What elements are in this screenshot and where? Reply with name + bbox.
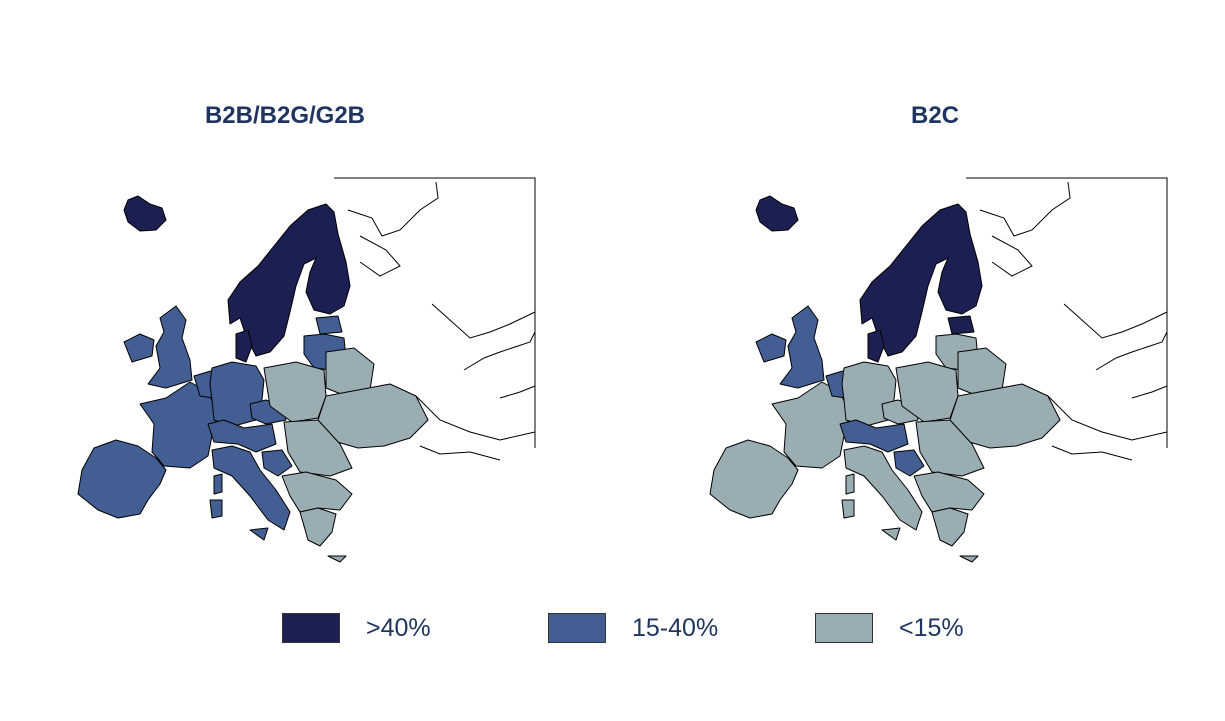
region-estonia [316, 316, 342, 334]
coastline-outline [1052, 446, 1132, 460]
coastline-outline [432, 304, 535, 338]
coastline-outline [980, 182, 1070, 236]
legend-swatch-high [282, 613, 340, 643]
region-greece [300, 508, 336, 546]
coastline-outline [500, 386, 535, 398]
region-balkans [282, 472, 352, 512]
coastline-outline [416, 396, 535, 440]
region-alps [840, 420, 908, 452]
legend-swatch-low [815, 613, 873, 643]
region-sardinia [842, 500, 854, 518]
coastline-outline [1048, 396, 1167, 440]
region-sicily [882, 528, 900, 540]
region-sardinia [210, 500, 222, 518]
region-cyprus [328, 556, 346, 562]
region-denmark [236, 330, 252, 362]
region-uk [148, 306, 192, 388]
map-title-b2b: B2B/B2G/G2B [204, 102, 366, 129]
region-corsica [846, 474, 854, 494]
region-croatia [894, 450, 924, 476]
region-iceland [124, 196, 166, 231]
region-corsica [214, 474, 222, 494]
coastline-outline [360, 236, 400, 276]
legend-label-low: <15% [899, 614, 964, 642]
coastline-outline [1096, 332, 1167, 370]
legend-label-mid: 15-40% [632, 614, 719, 642]
region-croatia [262, 450, 292, 476]
coastline-outline [348, 182, 438, 236]
map-title-b2c: B2C [910, 102, 959, 129]
region-ireland [756, 334, 786, 362]
region-estonia [948, 316, 974, 334]
region-sicily [250, 528, 268, 540]
legend-label-high: >40% [366, 614, 431, 642]
coastline-outline [464, 332, 535, 370]
coastline-outline [992, 236, 1032, 276]
region-cyprus [960, 556, 978, 562]
coastline-outline [1132, 386, 1167, 398]
choropleth-map-b2b [78, 178, 535, 562]
region-denmark [868, 330, 884, 362]
legend-swatch-mid [548, 613, 606, 643]
choropleth-map-b2c [710, 178, 1167, 562]
region-balkans [914, 472, 984, 512]
region-ireland [124, 334, 154, 362]
region-alps [208, 420, 276, 452]
region-greece [932, 508, 968, 546]
region-iceland [756, 196, 798, 231]
coastline-outline [420, 446, 500, 460]
region-uk [780, 306, 824, 388]
coastline-outline [1064, 304, 1167, 338]
